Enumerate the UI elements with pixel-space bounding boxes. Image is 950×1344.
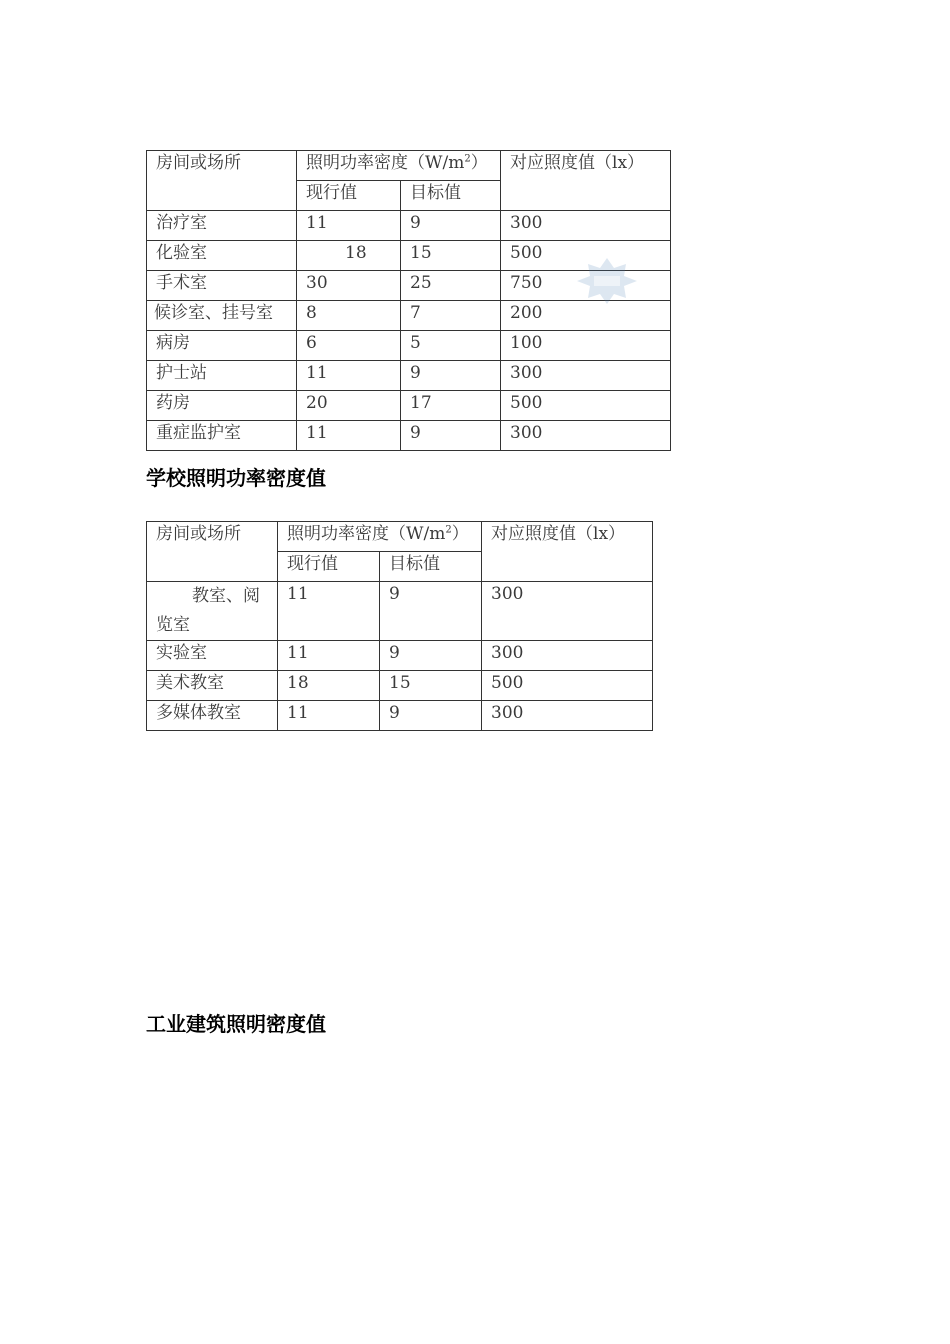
cell-target: 9	[380, 641, 482, 671]
cell-target: 25	[401, 271, 501, 301]
cell-room: 化验室	[147, 241, 297, 271]
cell-lux: 500	[482, 671, 653, 701]
cell-room: 多媒体教室	[147, 701, 278, 731]
table-row	[147, 421, 671, 451]
cell-lux: 300	[482, 641, 653, 671]
cell-target: 9	[380, 701, 482, 731]
cell-room: 美术教室	[147, 671, 278, 701]
cell-target: 15	[401, 241, 501, 271]
cell-room: 药房	[147, 391, 297, 421]
table-row	[147, 582, 653, 641]
industrial-section-heading: 工业建筑照明密度值	[146, 1012, 326, 1036]
header-room: 房间或场所	[147, 151, 297, 211]
cell-target: 17	[401, 391, 501, 421]
school-section-heading: 学校照明功率密度值	[146, 466, 326, 490]
cell-room: 重症监护室	[147, 421, 297, 451]
cell-lux: 300	[482, 701, 653, 731]
header-lpd: 照明功率密度$(W/m^2)$	[297, 151, 501, 181]
cell-room: 病房	[147, 331, 297, 361]
watermark-emblem-icon	[574, 256, 640, 306]
header-room: 房间或场所	[147, 522, 278, 582]
cell-current: 11	[278, 582, 380, 641]
cell-lux: 300	[482, 582, 653, 641]
cell-lux: 500	[501, 391, 671, 421]
table-row	[147, 641, 653, 671]
cell-current: 18	[297, 241, 401, 271]
cell-current: 30	[297, 271, 401, 301]
cell-lux: 300	[501, 421, 671, 451]
cell-target: 15	[380, 671, 482, 701]
header-lpd: 照明功率密度$(W/m^2)$	[278, 522, 482, 552]
table-header-row	[147, 151, 671, 181]
header-illuminance: 对应照度值（lx）	[482, 522, 653, 582]
cell-current: 6	[297, 331, 401, 361]
cell-current: 11	[278, 641, 380, 671]
cell-lux: 300	[501, 211, 671, 241]
table-row	[147, 331, 671, 361]
cell-current: 20	[297, 391, 401, 421]
school-lpd-table	[146, 521, 653, 731]
cell-lux: 500	[501, 241, 671, 271]
cell-room: 实验室	[147, 641, 278, 671]
cell-current: 11	[297, 421, 401, 451]
cell-current: 18	[278, 671, 380, 701]
cell-target: 9	[401, 361, 501, 391]
cell-lux: 300	[501, 361, 671, 391]
table-row	[147, 211, 671, 241]
header-current: 现行值	[278, 552, 380, 582]
table-row	[147, 361, 671, 391]
header-target: 目标值	[401, 181, 501, 211]
cell-current: 11	[278, 701, 380, 731]
cell-target: 7	[401, 301, 501, 331]
table-row	[147, 671, 653, 701]
cell-target: 9	[380, 582, 482, 641]
header-illuminance: 对应照度值（lx）	[501, 151, 671, 211]
cell-lux: 200	[501, 301, 671, 331]
cell-room: 候诊室、挂号室	[147, 301, 297, 331]
cell-target: 9	[401, 211, 501, 241]
cell-lux: 750	[501, 271, 671, 301]
cell-room: 护士站	[147, 361, 297, 391]
cell-target: 9	[401, 421, 501, 451]
table-header-row	[147, 522, 653, 552]
cell-lux: 100	[501, 331, 671, 361]
cell-target: 5	[401, 331, 501, 361]
cell-current: 11	[297, 211, 401, 241]
cell-room: 治疗室	[147, 211, 297, 241]
table-row	[147, 701, 653, 731]
header-current: 现行值	[297, 181, 401, 211]
cell-room: 手术室	[147, 271, 297, 301]
table-row	[147, 391, 671, 421]
cell-current: 8	[297, 301, 401, 331]
cell-current: 11	[297, 361, 401, 391]
header-target: 目标值	[380, 552, 482, 582]
cell-room: 教室、阅 览室	[147, 582, 278, 641]
